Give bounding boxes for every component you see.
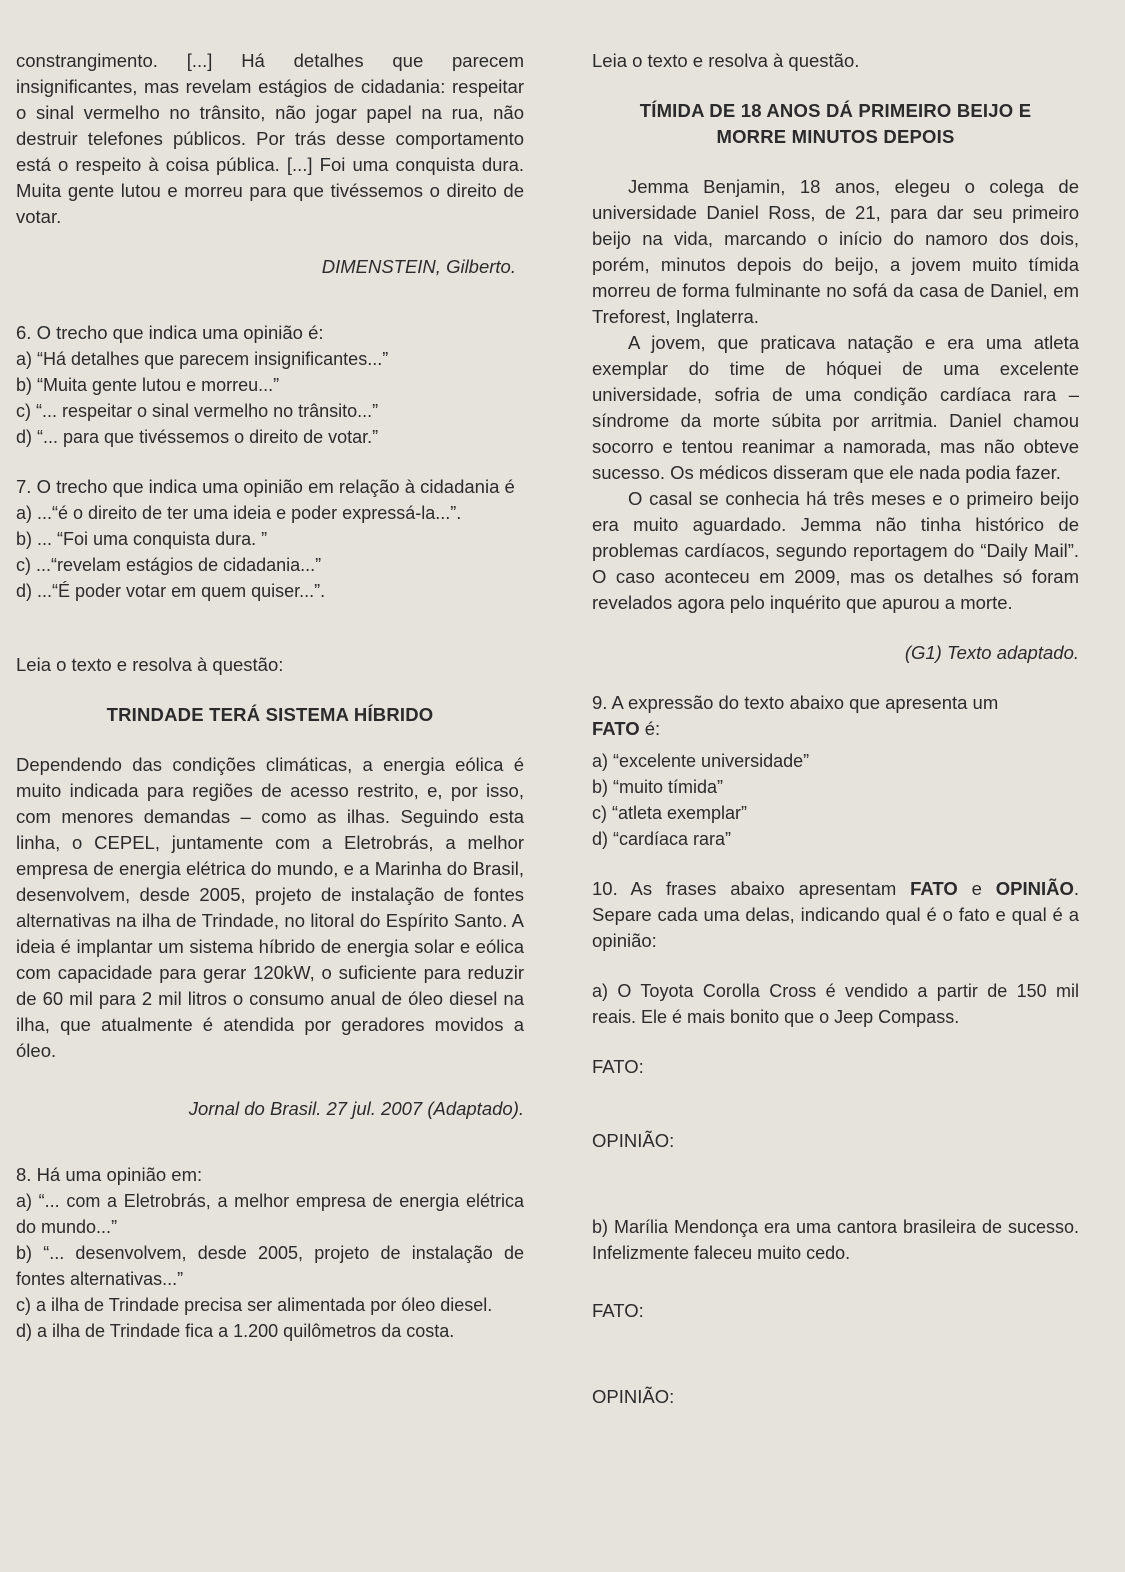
left-column [16,48,524,1344]
question-10-fato-keyword: FATO [910,878,958,899]
question-7-option-b: b) ... “Foi uma conquista dura. ” [16,529,268,549]
question-6-option-c: c) “... respeitar o sinal vermelho no trânsito...” [16,401,379,421]
question-6-option-d: d) “... para que tivéssemos o direito de votar.” [16,427,379,447]
question-7 [16,474,524,604]
g1-paragraph-3: O casal se conhecia há três meses e o primeiro beijo era muito aguardado. Jemma não tinha histórico de problemas cardíacos, segundo reportagem do “Daily Mail”. O caso aconteceu em 2009, mas os detalhes só foram revelados agora pelo inquérito que apurou a morte. [592,488,1079,613]
trindade-article-body: Dependendo das condições climáticas, a energia eólica é muito indicada para regiões de acesso restrito, e, por isso, com menores demandas – como as ilhas. Seguindo esta linha, o CEPEL, juntamente com a Eletrobrás, a melhor empresa de energia elétrica do mundo, e a Marinha do Brasil, desenvolvem, desde 2005, projeto de instalação de fontes alternativas na ilha de Trindade, no litoral do Espírito Santo. A ideia é implantar um sistema híbrido de energia solar e eólica com capacidade para gerar 120kW, o suficiente para reduzir de 60 mil para 2 mil litros o consumo anual de óleo diesel na ilha, que atualmente é atendida por geradores movidos a óleo. [16,754,524,1061]
g1-article-title-line-1: TÍMIDA DE 18 ANOS DÁ PRIMEIRO BEIJO E [639,100,1032,121]
g1-source: (G1) Texto adaptado. [904,642,1079,663]
question-7-option-d: d) ...“É poder votar em quem quiser...”. [16,581,326,601]
question-10 [592,876,1079,1410]
question-8 [16,1162,524,1344]
question-9-option-c: c) “atleta exemplar” [592,803,748,823]
question-9-stem-line-2 [592,716,1079,742]
question-10-opiniao-keyword: OPINIÃO [995,878,1074,899]
question-6-option-b: b) “Muita gente lutou e morreu...” [16,375,280,395]
g1-paragraph-2: A jovem, que praticava natação e era uma atleta exemplar do time de hóquei de uma excelente universidade, sofria de uma condição cardíaca rara – síndrome da morte súbita por arritmia. Daniel chamou socorro e tentou reanimar a namorada, mas não obteve sucesso. Os médicos disseram que ele nada podia fazer. [592,332,1079,483]
question-8-stem: 8. Há uma opinião em: [16,1164,203,1185]
question-7-option-c: c) ...“revelam estágios de cidadania...” [16,555,322,575]
question-7-option-a: a) ...“é o direito de ter uma ideia e poder expressá-la...”. [16,503,462,523]
question-6 [16,320,524,450]
trindade-instruction: Leia o texto e resolva à questão: [16,654,284,675]
trindade-article-title: TRINDADE TERÁ SISTEMA HÍBRIDO [106,704,434,725]
question-6-stem: 6. O trecho que indica uma opinião é: [16,322,324,343]
g1-instruction: Leia o texto e resolva à questão. [592,50,860,71]
trindade-article-source: Jornal do Brasil. 27 jul. 2007 (Adaptado). [188,1098,524,1119]
question-10-item-b-fato-label: FATO: [592,1300,644,1321]
question-10-stem-post: . Separe cada uma delas, indicando qual é o fato e qual é a opinião: [592,878,1079,951]
question-9-option-a: a) “excelente universidade” [592,751,810,771]
question-8-option-d: d) a ilha de Trindade fica a 1.200 quilômetros da costa. [16,1321,455,1341]
question-9-stem-line-1: 9. A expressão do texto abaixo que apresenta um [592,692,999,713]
question-10-item-b-opiniao-label: OPINIÃO: [592,1386,675,1407]
question-9-option-d: d) “cardíaca rara” [592,829,732,849]
dimenstein-excerpt: constrangimento. [...] Há detalhes que parecem insignificantes, mas revelam estágios de cidadania: respeitar o sinal vermelho no trânsito, não jogar papel na rua, não destruir telefones públicos. Por trás desse comportamento está o respeito à coisa pública. [...] Foi uma conquista dura. Muita gente lutou e morreu para que tivéssemos o direito de votar. [16,50,524,227]
question-10-item-b: b) Marília Mendonça era uma cantora brasileira de sucesso. Infelizmente faleceu muito cedo. [592,1217,1079,1263]
question-9-option-b: b) “muito tímida” [592,777,724,797]
question-8-option-c: c) a ilha de Trindade precisa ser alimentada por óleo diesel. [16,1295,493,1315]
question-9-fato-keyword: FATO [592,718,640,739]
question-8-option-a: a) “... com a Eletrobrás, a melhor empresa de energia elétrica do mundo...” [16,1191,524,1237]
g1-paragraph-1: Jemma Benjamin, 18 anos, elegeu o colega de universidade Daniel Ross, de 21, para dar seu primeiro beijo na vida, marcando o início do namoro dos dois, porém, minutos depois do beijo, a jovem muito tímida morreu de forma fulminante no sofá da casa de Daniel, em Treforest, Inglaterra. [592,176,1079,327]
excerpt-author: DIMENSTEIN, Gilberto. [321,256,516,277]
question-10-item-a-opiniao-label: OPINIÃO: [592,1130,675,1151]
g1-article-title-line-2: MORRE MINUTOS DEPOIS [716,126,955,147]
question-10-item-a-fato-label: FATO: [592,1056,644,1077]
question-10-item-a: a) O Toyota Corolla Cross é vendido a partir de 150 mil reais. Ele é mais bonito que o Jeep Compass. [592,981,1079,1027]
question-8-option-b: b) “... desenvolvem, desde 2005, projeto de instalação de fontes alternativas...” [16,1243,524,1289]
question-6-option-a: a) “Há detalhes que parecem insignificantes...” [16,349,389,369]
question-7-stem: 7. O trecho que indica uma opinião em relação à cidadania é [16,476,515,497]
question-10-stem-pre: 10. As frases abaixo apresentam [592,878,911,899]
question-9-stem-end: é: [639,718,661,739]
question-10-stem [592,876,1079,954]
right-column [592,48,1079,1410]
question-10-and: e [957,878,996,899]
question-9 [592,690,1079,852]
